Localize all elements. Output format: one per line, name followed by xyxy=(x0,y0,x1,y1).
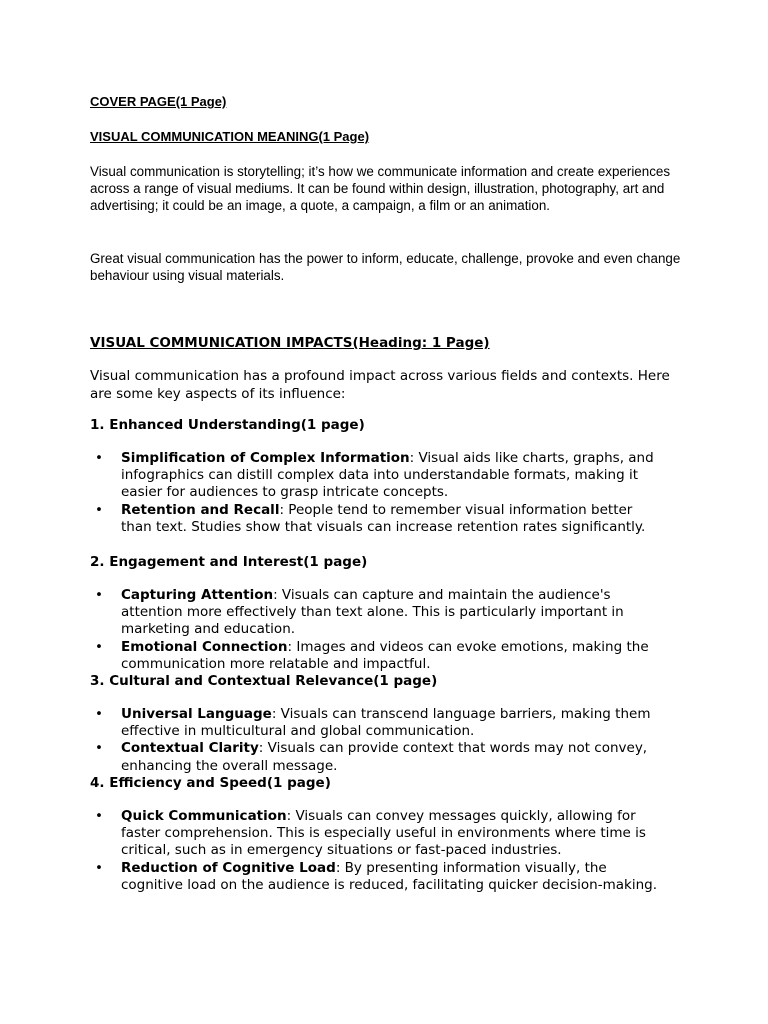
section-title: 4. Efficiency and Speed(1 page) xyxy=(90,775,331,791)
bullet-icon: • xyxy=(95,586,103,603)
bullet-icon: • xyxy=(95,638,103,655)
bullet-text: : Visuals can capture and maintain the audience's attention more effectively than text alone. This is particularly important in marketing and education. xyxy=(121,586,624,638)
bullet-term: Quick Communication xyxy=(121,807,287,824)
meaning-paragraph-1: Visual communication is storytelling; it’s how we communicate information and create experiences across a range of visual mediums. It can be found within design, illustration, photography, art and advertising; it could be an image, a quote, a campaign, a film or an animation. xyxy=(90,164,671,214)
bullet-icon: • xyxy=(95,449,103,466)
bullet-term: Retention and Recall xyxy=(121,501,280,518)
impacts-heading: VISUAL COMMUNICATION IMPACTS(Heading: 1 Page) xyxy=(90,335,490,351)
cover-page-heading: COVER PAGE(1 Page) xyxy=(90,94,227,109)
bullet-term: Capturing Attention xyxy=(121,586,274,603)
bullet-term: Universal Language xyxy=(121,705,272,722)
bullet-text: : People tend to remember visual information better than text. Studies show that visuals can increase retention rates significantly. xyxy=(121,501,646,536)
meaning-heading: VISUAL COMMUNICATION MEANING(1 Page) xyxy=(90,129,370,144)
bullet-icon: • xyxy=(95,501,103,518)
section-title: 3. Cultural and Contextual Relevance(1 page) xyxy=(90,673,438,689)
section-title: 2. Engagement and Interest(1 page) xyxy=(90,554,368,570)
bullet-term: Emotional Connection xyxy=(121,638,288,655)
bullet-term: Reduction of Cognitive Load xyxy=(121,859,336,876)
bullet-text: : Visuals can provide context that words may not convey, enhancing the overall message. xyxy=(121,740,648,774)
section-efficiency-and-speed xyxy=(90,775,690,895)
bullet-text: : Visual aids like charts, graphs, and infographics can distill complex data into understandable formats, making it easier for audiences to grasp intricate concepts. xyxy=(121,449,654,501)
bullet-list xyxy=(90,808,690,895)
list-item xyxy=(90,860,661,895)
bullet-icon: • xyxy=(95,859,103,876)
list-item xyxy=(90,706,661,741)
list-item xyxy=(90,450,661,502)
list-item xyxy=(90,808,661,860)
bullet-icon: • xyxy=(95,740,103,757)
section-title: 1. Enhanced Understanding(1 page) xyxy=(90,417,365,433)
bullet-list xyxy=(90,450,690,537)
section-cultural-contextual-relevance xyxy=(90,673,690,775)
bullet-text: : Images and videos can evoke emotions, making the communication more relatable and impactful. xyxy=(121,638,649,673)
section-enhanced-understanding xyxy=(90,417,690,537)
bullet-text: : Visuals can convey messages quickly, allowing for faster comprehension. This is especially useful in environments where time is critical, such as in emergency situations or fast-paced industries. xyxy=(121,807,646,859)
bullet-term: Contextual Clarity xyxy=(121,740,259,757)
bullet-icon: • xyxy=(95,807,103,824)
impacts-intro: Visual communication has a profound impact across various fields and contexts. Here are some key aspects of its influence: xyxy=(90,368,670,402)
bullet-text: : Visuals can transcend language barriers, making them effective in multicultural and global communication. xyxy=(121,705,651,739)
bullet-list xyxy=(90,587,690,674)
bullet-text: : By presenting information visually, the cognitive load on the audience is reduced, facilitating quicker decision-making. xyxy=(121,859,657,894)
list-item xyxy=(90,587,661,639)
bullet-list xyxy=(90,706,690,776)
list-item xyxy=(90,740,661,775)
meaning-paragraph-2: Great visual communication has the power to inform, educate, challenge, provoke and even change behaviour using visual materials. xyxy=(90,251,681,284)
bullet-term: Simplification of Complex Information xyxy=(121,449,410,466)
list-item xyxy=(90,639,661,674)
bullet-icon: • xyxy=(95,705,103,722)
list-item xyxy=(90,502,661,537)
section-engagement-and-interest xyxy=(90,554,690,674)
